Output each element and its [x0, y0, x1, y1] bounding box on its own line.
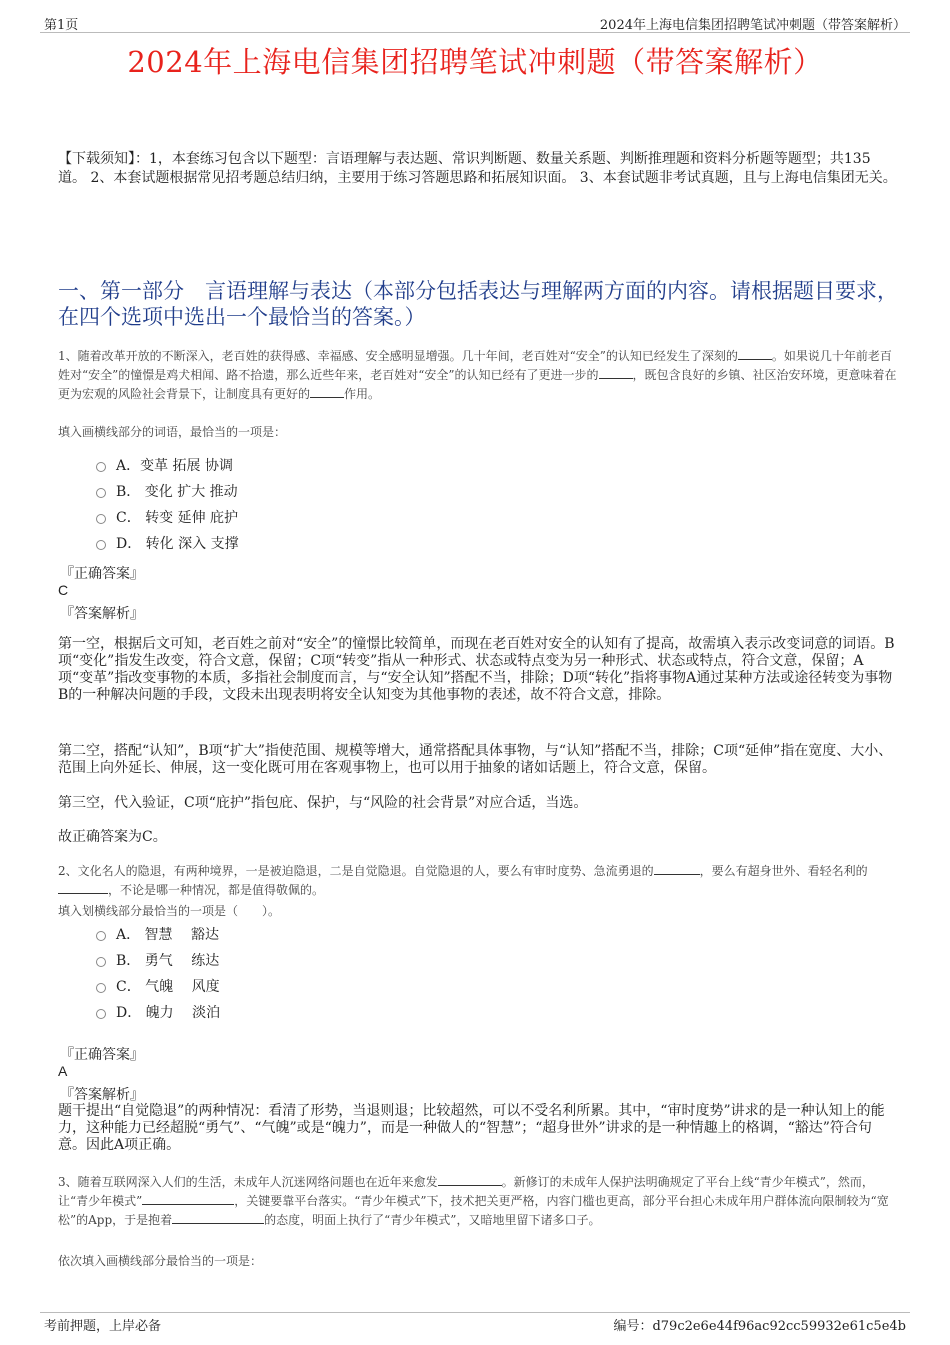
radio-icon[interactable]	[96, 983, 106, 993]
radio-icon[interactable]	[96, 931, 106, 941]
answer-blank	[172, 1211, 264, 1224]
question-2-options	[96, 922, 220, 1026]
footer-doc-id: 编号：d79c2e6e44f96ac92cc59932e61c5e4b	[613, 1319, 906, 1334]
radio-icon[interactable]	[96, 488, 106, 498]
analysis-label: 『答案解析』	[60, 1087, 144, 1103]
analysis-label: 『答案解析』	[60, 606, 144, 622]
option-b[interactable]: B． 勇气 练达	[96, 948, 220, 974]
option-b[interactable]: B． 变化 扩大 推动	[96, 479, 239, 505]
question-2-prompt: 填入划横线部分最恰当的一项是（ ）。	[58, 904, 281, 918]
download-notice: 【下载须知】：1，本套练习包含以下题型：言语理解与表达题、常识判断题、数量关系题、判断推理题和资料分析题等题型；共135道。 2、本套试题根据常见招考题总结归纳，主要用于练习答题思路和拓展知识面。 3、本套试题非考试真题，且与上海电信集团无关。	[58, 151, 897, 186]
analysis-paragraph: 题干提出“自觉隐退”的两种情况：看清了形势，当退则退；比较超然，可以不受名利所累。其中，“审时度势”讲求的是一种认知上的能力，这种能力已经超脱“勇气”、“气魄”或是“魄力”，而是一种做人的“智慧”；“超身世外”讲求的是一种情趣上的格调，“豁达”符合句意。因此A项正确。	[58, 1103, 885, 1153]
document-title: 2024年上海电信集团招聘笔试冲刺题（带答案解析）	[127, 45, 823, 79]
footer-slogan: 考前押题，上岸必备	[44, 1319, 162, 1334]
analysis-paragraph: 第三空，代入验证，C项“庇护”指包庇、保护，与“风险的社会背景”对应合适，当选。	[58, 795, 588, 811]
answer-blank	[310, 385, 344, 398]
header-doc-title: 2024年上海电信集团招聘笔试冲刺题（带答案解析）	[599, 18, 906, 33]
correct-answer-label: 『正确答案』	[60, 1047, 144, 1063]
answer-blank	[654, 862, 700, 875]
radio-icon[interactable]	[96, 462, 106, 472]
answer-blank	[438, 1173, 502, 1186]
radio-icon[interactable]	[96, 540, 106, 550]
option-d[interactable]: D． 魄力 淡泊	[96, 1000, 220, 1026]
answer-blank	[738, 347, 772, 360]
question-1-stem: 1、随着改革开放的不断深入，老百姓的获得感、幸福感、安全感明显增强。几十年间，老百姓对“安全”的认知已经发生了深刻的 。如果说几十年前老百姓对“安全”的憧憬是鸡犬相闻、路不拾遗，那么近些年来，老百姓对“安全”的认知已经有了更进一步的 ，既包含良好的乡镇、社区治安环境，更意味着在更为宏观的风险社会背景下，让制度具有更好的 作用。	[58, 349, 897, 401]
answer-blank	[599, 366, 633, 379]
page-footer	[40, 1312, 910, 1333]
question-1-prompt: 填入画横线部分的词语，最恰当的一项是：	[58, 425, 287, 439]
page-header	[40, 14, 910, 33]
radio-icon[interactable]	[96, 957, 106, 967]
analysis-paragraph: 第二空，搭配“认知”，B项“扩大”指使范围、规模等增大，通常搭配具体事物，与“认知”搭配不当，排除；C项“延伸”指在宽度、大小、范围上向外延长、伸展，这一变化既可用在客观事物上，也可以用于抽象的诸如话题上，符合文意，保留。	[58, 743, 893, 776]
question-2-stem: 2、文化名人的隐退，有两种境界，一是被迫隐退，二是自觉隐退。自觉隐退的人，要么有审时度势、急流勇退的 ，要么有超身世外、看轻名利的，不论是哪一种情况，都是值得敬佩的。	[58, 864, 868, 897]
radio-icon[interactable]	[96, 514, 106, 524]
question-1-options	[96, 453, 239, 557]
section-title: 一、第一部分 言语理解与表达（本部分包括表达与理解两方面的内容。请根据题目要求，在四个选项中选出一个最恰当的答案。）	[58, 279, 898, 329]
option-c[interactable]: C． 转变 延伸 庇护	[96, 505, 239, 531]
option-c[interactable]: C． 气魄 风度	[96, 974, 220, 1000]
option-a[interactable]: A． 智慧 豁达	[96, 922, 220, 948]
answer-blank	[142, 1192, 234, 1205]
analysis-paragraph: 第一空，根据后文可知，老百姓之前对“安全”的憧憬比较简单，而现在老百姓对安全的认知有了提高，故需填入表示改变词意的词语。B项“变化”指发生改变，符合文意，保留；C项“转变”指从一种形式、状态或特点变为另一种形式、状态或特点，符合文意，保留；A项“变革”指改变事物的本质，多指社会制度而言，与“安全认知”搭配不当，排除；D项“转化”指将事物A通过某种方法或途径转变为事物B的一种解决问题的手段，文段未出现表明将安全认知变为其他事物的表述，故不符合文意，排除。	[58, 636, 895, 703]
analysis-conclusion: 故正确答案为C。	[58, 829, 167, 845]
answer-blank	[58, 881, 108, 894]
page-number: 第1页	[44, 18, 79, 33]
option-d[interactable]: D． 转化 深入 支撑	[96, 531, 239, 557]
question-3-prompt: 依次填入画横线部分最恰当的一项是：	[58, 1254, 263, 1268]
radio-icon[interactable]	[96, 1009, 106, 1019]
question-3-stem: 3、随着互联网深入人们的生活，未成年人沉迷网络问题也在近年来愈发 。新修订的未成年人保护法明确规定了平台上线“青少年模式”，然而，让“青少年模式” ，关键要靠平台落实。“青少年模式”下，技术把关更严格，内容门槛也更高，部分平台担心未成年用户群体流向限制较为“宽松”的App，于是抱着 的态度，明面上执行了“青少年模式”，又暗地里留下诸多口子。	[58, 1175, 889, 1227]
correct-answer-value: A	[58, 1063, 68, 1079]
correct-answer-value: C	[58, 582, 69, 598]
correct-answer-label: 『正确答案』	[60, 566, 144, 582]
option-a[interactable]: A．变革 拓展 协调	[96, 453, 239, 479]
